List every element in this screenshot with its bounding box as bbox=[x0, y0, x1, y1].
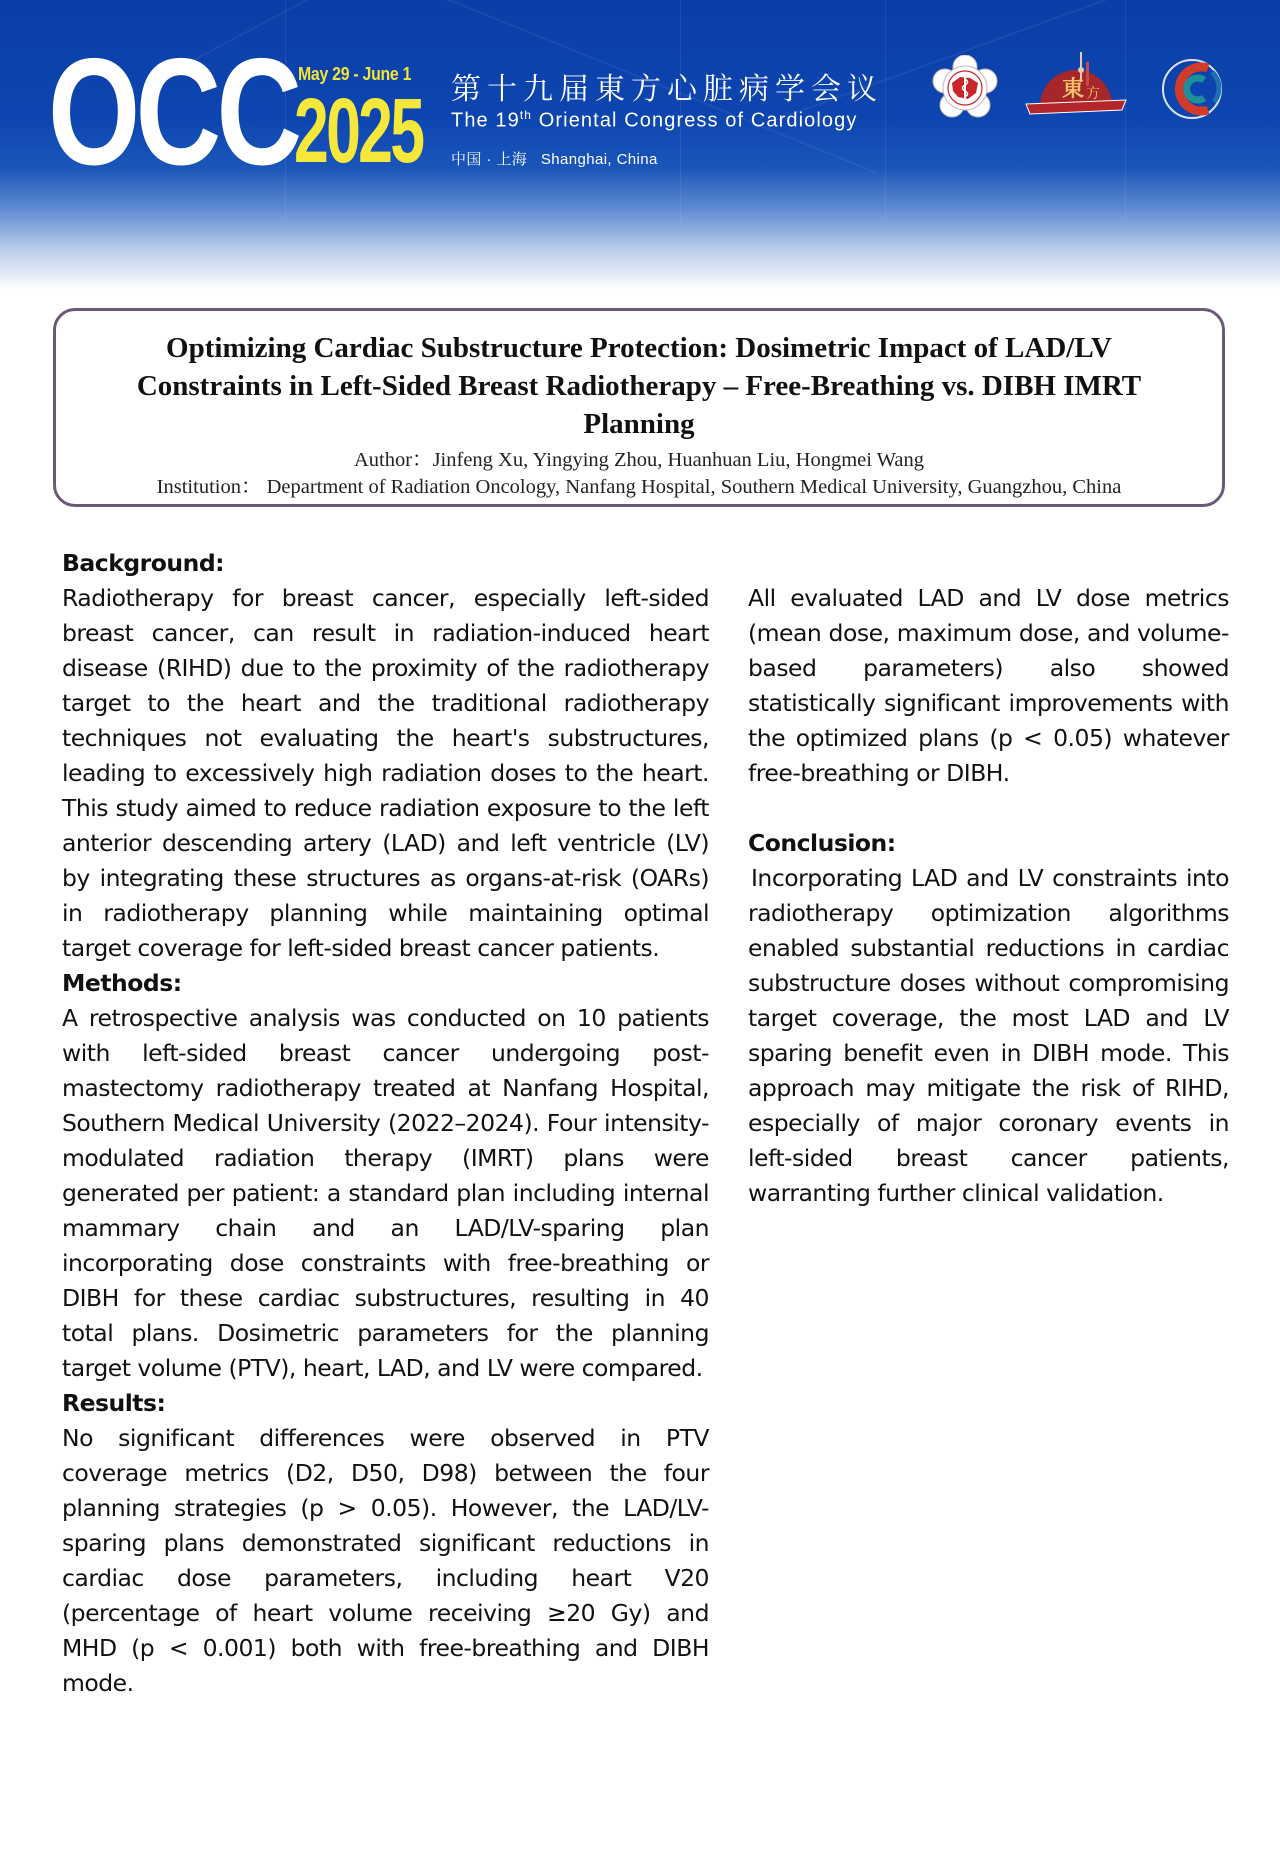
results-text: No significant differences were observed in PTV coverage metrics (D2, D50, D98) between the four planning strategies (p > 0.05). However, the LAD/LV-sparing plans demonstrated significant reductions in cardiac dose parameters, including heart V20 (percentage of heart volume receiving ≥20 Gy) and MHD (p < 0.001) both with free-breathing and DIBH mode. bbox=[62, 1424, 709, 1697]
institution-label: Institution： bbox=[156, 476, 262, 498]
title-en-prefix: The 19 bbox=[451, 109, 520, 132]
occ-logo-text: OCC bbox=[48, 27, 298, 197]
oriental-tower-emblem-icon bbox=[1022, 48, 1130, 120]
conference-banner bbox=[0, 0, 1280, 290]
oriental-logo bbox=[1022, 48, 1130, 120]
shanghai-medical-association-logo bbox=[932, 55, 998, 121]
title-box bbox=[53, 308, 1225, 507]
methods-heading: Methods: bbox=[62, 969, 182, 997]
conference-dates: May 29 - June 1 bbox=[298, 64, 412, 84]
location-english: Shanghai, China bbox=[540, 151, 658, 168]
abstract-right-column bbox=[748, 581, 1229, 1211]
conference-title-english bbox=[451, 108, 857, 133]
background-text: Radiotherapy for breast cancer, especially left-sided breast cancer, can result in radiation-induced heart disease (RIHD) due to the proximity of the radiotherapy target to the heart and the traditional radiotherapy techniques not evaluating the heart's substructures, leading to excessively high radiation doses to the heart. This study aimed to reduce radiation exposure to the left anterior descending artery (LAD) and left ventricle (LV) by integrating these structures as organs-at-risk (OARs) in radiotherapy planning while maintaining optimal target coverage for left-sided breast cancer patients. bbox=[62, 584, 709, 962]
conference-year: 2025 bbox=[294, 80, 423, 182]
background-heading: Background: bbox=[62, 549, 225, 577]
methods-text: A retrospective analysis was conducted on 10 patients with left-sided breast cancer undergoing post-mastectomy radiotherapy treated at Nanfang Hospital, Southern Medical University (2022–2024). Four intensity-modulated radiation therapy (IMRT) plans were generated per patient: a standard plan including internal mammary chain and an LAD/LV-sparing plan incorporating dose constraints with free-breathing or DIBH for these cardiac substructures, resulting in 40 total plans. Dosimetric parameters for the planning target volume (PTV), heart, LAD, and LV were compared. bbox=[62, 1004, 709, 1382]
conclusion-heading: Conclusion: bbox=[748, 829, 896, 857]
authors-names: Jinfeng Xu, Yingying Zhou, Huanhuan Liu, Hongmei Wang bbox=[432, 449, 924, 471]
title-en-suffix: Oriental Congress of Cardiology bbox=[532, 109, 858, 132]
svg-text:東: 東 bbox=[1062, 76, 1085, 102]
interlocking-c-emblem-icon bbox=[1160, 54, 1226, 124]
oriental-congress-cardiology-logo bbox=[1160, 54, 1226, 124]
authors-label: Author： bbox=[353, 449, 433, 471]
results-heading: Results: bbox=[62, 1389, 166, 1417]
conference-title-chinese: 第十九届東方心脏病学会议 bbox=[451, 72, 883, 107]
conclusion-text: Incorporating LAD and LV constraints into radiotherapy optimization algorithms enabled substantial reductions in cardiac substructure doses without compromising target coverage, the most LAD and LV sparing benefit even in DIBH mode. This approach may mitigate the risk of RIHD, especially of major coronary events in left-sided breast cancer patients, warranting further clinical validation. bbox=[748, 864, 1229, 1207]
results-continued-text: All evaluated LAD and LV dose metrics (mean dose, maximum dose, and volume-based parameters) also showed statistically significant improvements with the optimized plans (p < 0.05) whatever free-breathing or DIBH. bbox=[748, 584, 1229, 787]
institution-line bbox=[56, 474, 1222, 501]
paper-title: Optimizing Cardiac Substructure Protection: Dosimetric Impact of LAD/LV Constraints in Left-Sided Breast Radiotherapy – Free-Breathing vs. DIBH IMRT Planning bbox=[136, 332, 1142, 440]
banner-decoration bbox=[885, 0, 886, 220]
location-chinese: 中国 · 上海 bbox=[451, 151, 528, 168]
abstract-left-column bbox=[62, 546, 709, 1701]
medical-association-seal-icon bbox=[932, 55, 998, 121]
conference-location bbox=[451, 148, 658, 169]
title-en-ordinal: th bbox=[519, 108, 533, 122]
institution-name: Department of Radiation Oncology, Nanfang Hospital, Southern Medical University, Guangzhou, China bbox=[266, 476, 1122, 498]
authors-line bbox=[56, 447, 1222, 474]
svg-text:方: 方 bbox=[1086, 86, 1100, 102]
